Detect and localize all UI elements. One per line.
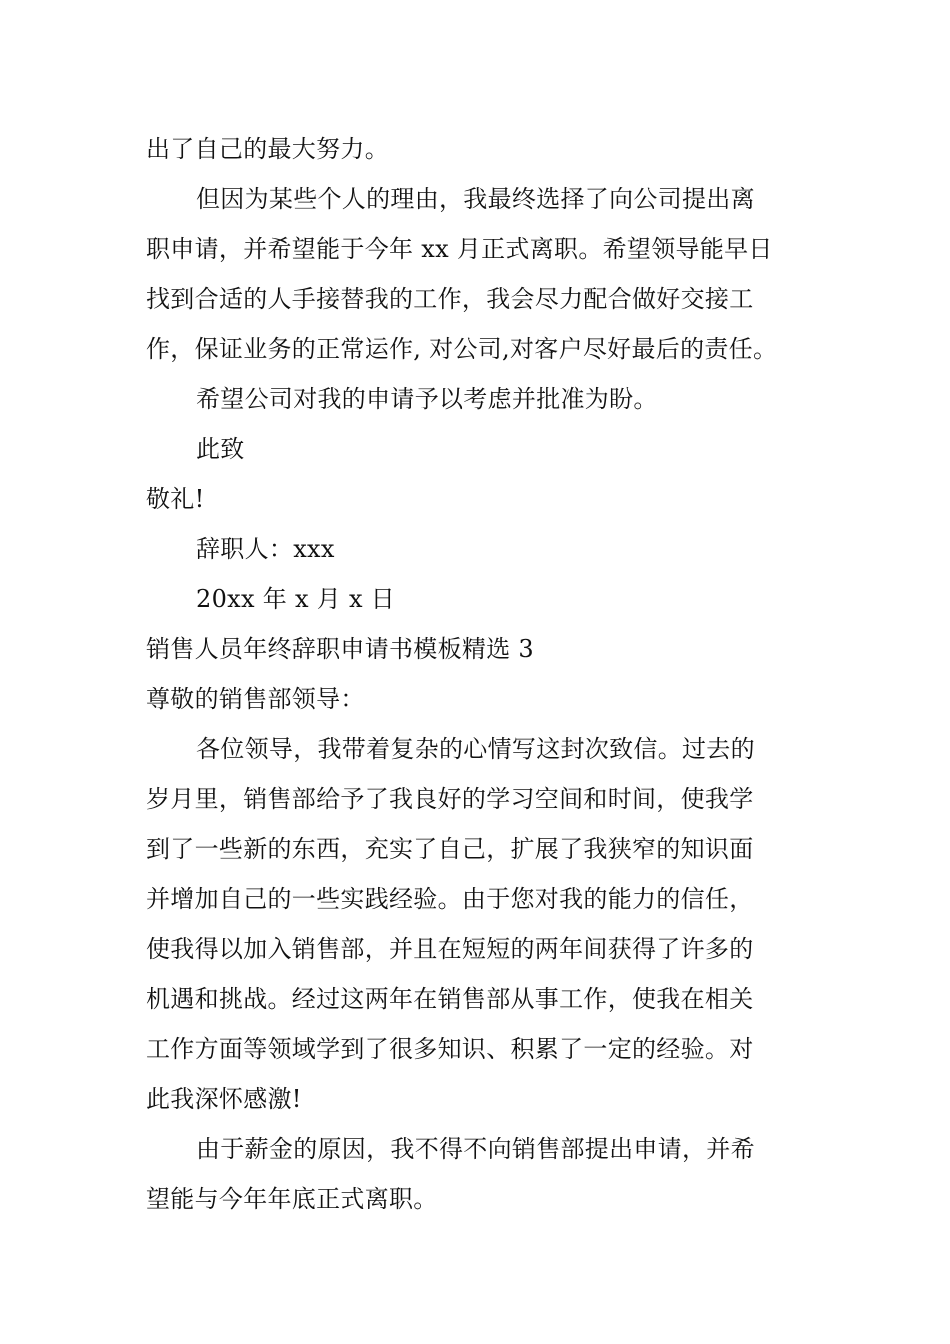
- signature-date: 20xx 年 x 月 x 日: [196, 585, 396, 613]
- text-line: 出了自己的最大努力。: [146, 135, 389, 163]
- text-line: 岁月里，销售部给予了我良好的学习空间和时间，使我学: [146, 785, 754, 813]
- text-line: 由于薪金的原因，我不得不向销售部提出申请，并希: [196, 1135, 755, 1163]
- text-line: 此我深怀感激!: [146, 1085, 302, 1113]
- text-line: 工作方面等领域学到了很多知识、积累了一定的经验。对: [146, 1035, 754, 1063]
- text-line: 希望公司对我的申请予以考虑并批准为盼。: [196, 385, 658, 413]
- text-line: 机遇和挑战。经过这两年在销售部从事工作，使我在相关: [146, 985, 754, 1013]
- signature-name: 辞职人：xxx: [196, 535, 335, 563]
- greeting: 尊敬的销售部领导：: [146, 685, 365, 713]
- text-line: 作，保证业务的正常运作, 对公司,对客户尽好最后的责任。: [146, 335, 778, 363]
- text-line: 望能与今年年底正式离职。: [146, 1185, 438, 1213]
- section-title: 销售人员年终辞职申请书模板精选 3: [146, 635, 534, 663]
- salutation-closing: 敬礼!: [146, 485, 205, 513]
- text-line: 到了一些新的东西，充实了自己，扩展了我狭窄的知识面: [146, 835, 754, 863]
- text-line: 找到合适的人手接替我的工作，我会尽力配合做好交接工: [146, 285, 754, 313]
- closing-phrase: 此致: [196, 435, 245, 463]
- text-line: 各位领导，我带着复杂的心情写这封次致信。过去的: [196, 735, 755, 763]
- text-line: 使我得以加入销售部，并且在短短的两年间获得了许多的: [146, 935, 754, 963]
- text-line: 并增加自己的一些实践经验。由于您对我的能力的信任，: [146, 885, 754, 913]
- text-line: 职申请，并希望能于今年 xx 月正式离职。希望领导能早日: [146, 235, 773, 263]
- text-line: 但因为某些个人的理由，我最终选择了向公司提出离: [196, 185, 755, 213]
